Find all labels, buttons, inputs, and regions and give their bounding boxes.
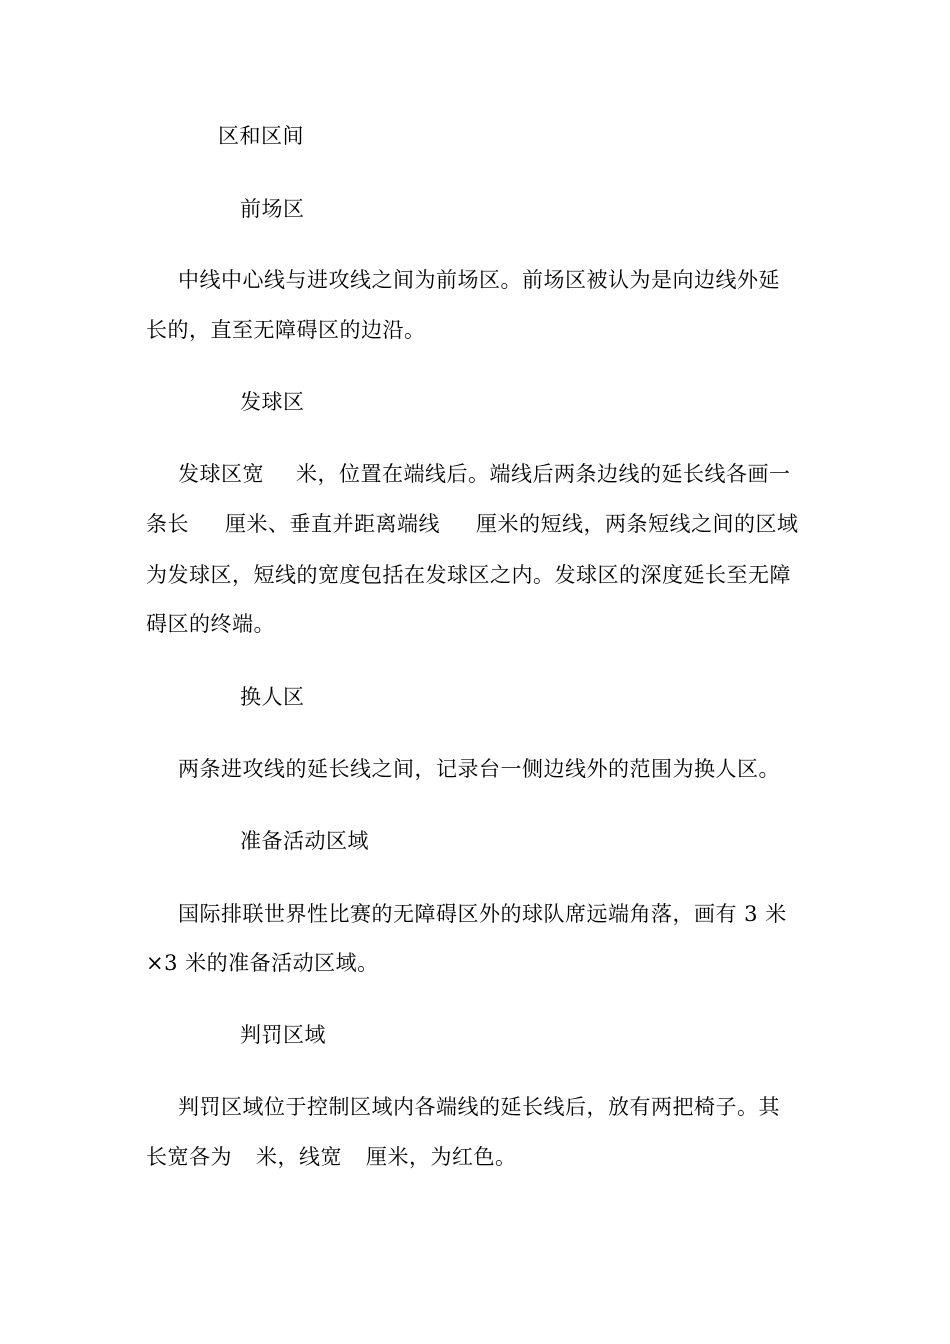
text-fragment: 厘米的短线，两条短线之间的区域 (476, 512, 799, 536)
main-heading: 区和区间 (218, 124, 304, 148)
paragraph-line: 碍区的终端。 (146, 612, 275, 636)
paragraph-line (178, 462, 791, 486)
text-fragment: 长宽各为 (146, 1145, 232, 1169)
paragraph-line: ×3 米的准备活动区域。 (146, 951, 379, 975)
text-fragment: 发球区宽 (178, 462, 264, 486)
section-title-service-zone: 发球区 (240, 390, 305, 414)
section-title-front-zone: 前场区 (240, 197, 305, 221)
text-fragment: 米，位置在端线后。端线后两条边线的延长线各画一 (296, 462, 791, 486)
paragraph-line: 为发球区，短线的宽度包括在发球区之内。发球区的深度延长至无障 (146, 563, 791, 587)
text-fragment: 米，线宽 (256, 1145, 342, 1169)
paragraph-line: 两条进攻线的延长线之间，记录台一侧边线外的范围为换人区。 (178, 757, 780, 781)
section-title-warmup-area: 准备活动区域 (240, 829, 369, 853)
paragraph-line (146, 512, 799, 536)
paragraph-line: 长的，直至无障碍区的边沿。 (146, 318, 426, 342)
section-title-substitution-zone: 换人区 (240, 685, 305, 709)
paragraph-line (146, 1145, 517, 1169)
text-fragment: 厘米、垂直并距离端线 (225, 512, 440, 536)
section-title-penalty-area: 判罚区域 (240, 1023, 326, 1047)
paragraph-line: 国际排联世界性比赛的无障碍区外的球队席远端角落，画有 3 米 (178, 902, 787, 926)
paragraph-line: 中线中心线与进攻线之间为前场区。前场区被认为是向边线外延 (178, 268, 780, 292)
paragraph-line: 判罚区域位于控制区域内各端线的延长线后，放有两把椅子。其 (178, 1095, 780, 1119)
text-fragment: 厘米，为红色。 (366, 1145, 517, 1169)
text-fragment: 条长 (146, 512, 189, 536)
